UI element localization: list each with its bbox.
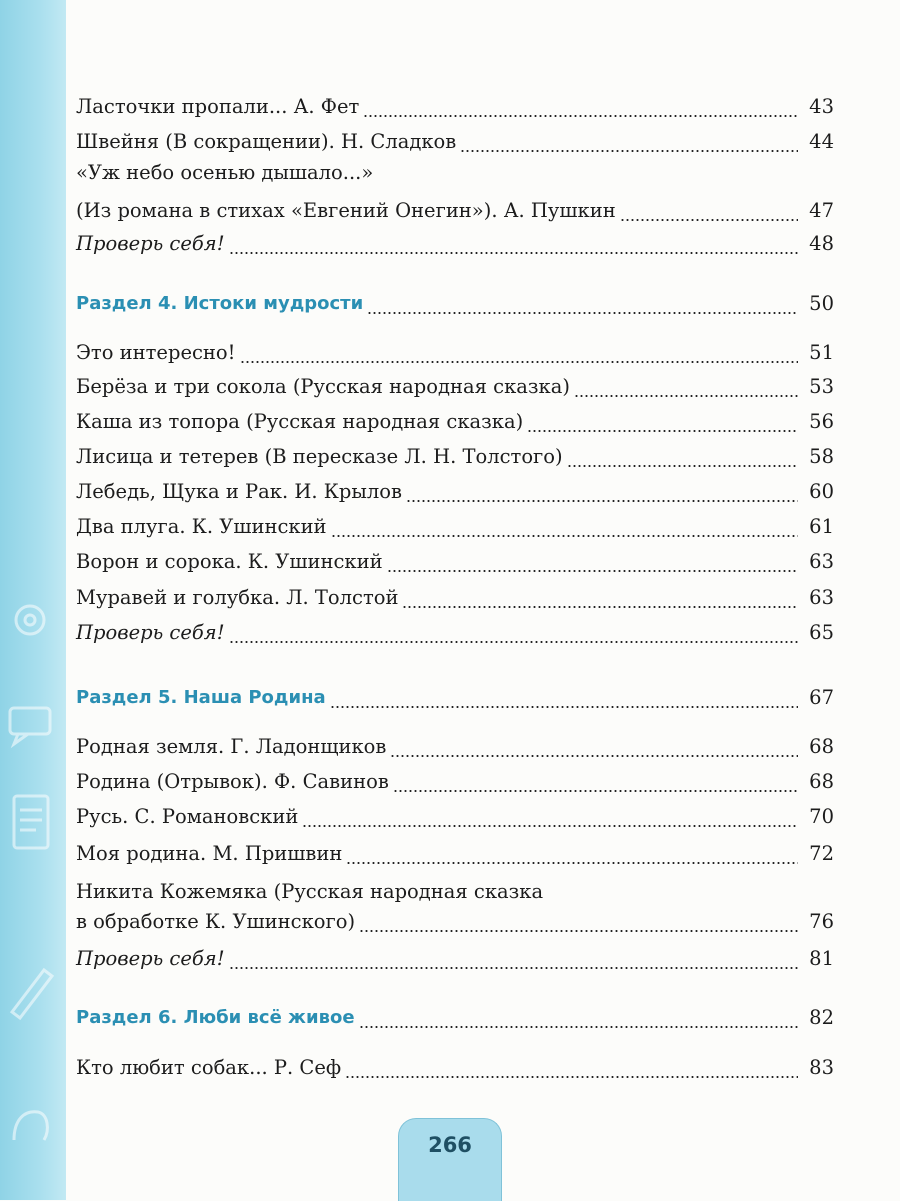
dot-leader [574, 371, 798, 403]
toc-entry-page: 48 [809, 232, 834, 255]
document-doodle-icon [4, 790, 58, 860]
toc-entry[interactable] [76, 906, 834, 938]
toc-entry-self-check[interactable] [76, 617, 834, 649]
toc-entry[interactable] [76, 731, 834, 763]
toc-entry[interactable] [76, 126, 834, 158]
toc-entry-page: 63 [809, 550, 834, 573]
dot-leader [460, 126, 798, 158]
dot-leader [240, 337, 799, 369]
toc-entry[interactable] [76, 1052, 834, 1084]
dot-leader [346, 838, 798, 870]
toc-entry-title: Проверь себя! [76, 232, 225, 255]
toc-entry-page: 76 [809, 910, 834, 933]
toc-entry-page: 60 [809, 480, 834, 503]
toc-entry-page: 44 [809, 130, 834, 153]
toc-entry-title: Два плуга. К. Ушинский [76, 515, 327, 538]
toc-entry-page: 50 [809, 292, 834, 315]
dot-leader [367, 288, 798, 320]
dot-leader [229, 943, 798, 975]
toc-entry-page: 58 [809, 445, 834, 468]
dot-leader [567, 441, 798, 473]
gear-doodle-icon [4, 590, 58, 650]
dot-leader [330, 682, 798, 714]
toc-entry-title: Лисица и тетерев (В пересказе Л. Н. Толстого) [76, 445, 563, 468]
dot-leader [229, 617, 798, 649]
dot-leader [363, 91, 798, 123]
toc-entry-page: 68 [809, 735, 834, 758]
dot-leader [359, 1002, 798, 1034]
toc-entry-title: Лебедь, Щука и Рак. И. Крылов [76, 480, 402, 503]
pencil-doodle-icon [4, 960, 58, 1020]
toc-entry-page: 70 [809, 805, 834, 828]
page-number: 266 [428, 1133, 472, 1157]
toc-entry-title: Кто любит собак... Р. Сеф [76, 1056, 342, 1079]
toc-entry[interactable] [76, 91, 834, 123]
chat-doodle-icon [4, 700, 58, 750]
toc-entry-page: 68 [809, 770, 834, 793]
toc-entry[interactable] [76, 441, 834, 473]
toc-entry-page: 81 [809, 947, 834, 970]
hand-doodle-icon [4, 1090, 58, 1150]
dot-leader [620, 195, 798, 227]
toc-entry[interactable] [76, 582, 834, 614]
side-decoration-band [0, 0, 66, 1200]
toc-entry-title: Родная земля. Г. Ладонщиков [76, 735, 387, 758]
dot-leader [406, 476, 798, 508]
toc-entry[interactable] [76, 195, 834, 227]
toc-entry-title-line1: Никита Кожемяка (Русская народная сказка [76, 880, 544, 903]
dot-leader [402, 582, 798, 614]
toc-entry-page: 83 [809, 1056, 834, 1079]
toc-entry-page: 56 [809, 410, 834, 433]
toc-entry[interactable] [76, 838, 834, 870]
toc-entry-title: Родина (Отрывок). Ф. Савинов [76, 770, 389, 793]
toc-section-heading[interactable] [76, 288, 834, 320]
dot-leader [229, 228, 798, 260]
toc-entry-page: 72 [809, 842, 834, 865]
toc-entry-title: Швейня (В сокращении). Н. Сладков [76, 130, 457, 153]
toc-entry-title: Проверь себя! [76, 621, 225, 644]
toc-entry-title: Ворон и сорока. К. Ушинский [76, 550, 383, 573]
toc-entry-title: Проверь себя! [76, 947, 225, 970]
toc-entry[interactable] [76, 801, 834, 833]
toc-entry[interactable] [76, 766, 834, 798]
toc-entry-page: 47 [809, 199, 834, 222]
toc-entry-page: 65 [809, 621, 834, 644]
toc-entry-page: 82 [809, 1006, 834, 1029]
toc-entry-title: Муравей и голубка. Л. Толстой [76, 586, 399, 609]
dot-leader [527, 406, 798, 438]
toc-entry-page: 67 [809, 686, 834, 709]
dot-leader [390, 731, 798, 763]
toc-section-heading[interactable] [76, 1002, 834, 1034]
toc-entry[interactable] [76, 371, 834, 403]
dot-leader [393, 766, 798, 798]
toc-entry[interactable] [76, 337, 834, 369]
toc-entry-page: 51 [809, 341, 834, 364]
toc-entry-title: в обработке К. Ушинского) [76, 910, 356, 933]
toc-entry-title: (Из романа в стихах «Евгений Онегин»). А. Пушкин [76, 199, 616, 222]
toc-entry-page: 43 [809, 95, 834, 118]
page-number-tab [398, 1118, 502, 1201]
toc-entry-title: Русь. С. Романовский [76, 805, 299, 828]
toc-entry-title-line1: «Уж небо осенью дышало...» [76, 161, 374, 184]
toc-entry-self-check[interactable] [76, 943, 834, 975]
section-title: Раздел 6. Люби всё живое [76, 1007, 355, 1028]
toc-entry-title: Берёза и три сокола (Русская народная сказка) [76, 375, 570, 398]
toc-entry-title: Каша из топора (Русская народная сказка) [76, 410, 524, 433]
toc-entry-title: Это интересно! [76, 341, 236, 364]
toc-entry-title: Моя родина. М. Пришвин [76, 842, 343, 865]
dot-leader [359, 906, 798, 938]
toc-entry[interactable] [76, 511, 834, 543]
dot-leader [302, 801, 798, 833]
toc-entry[interactable] [76, 406, 834, 438]
toc-entry[interactable] [76, 476, 834, 508]
toc-entry-page: 53 [809, 375, 834, 398]
dot-leader [345, 1052, 798, 1084]
section-title: Раздел 4. Истоки мудрости [76, 293, 364, 314]
dot-leader [331, 511, 798, 543]
toc-section-heading[interactable] [76, 682, 834, 714]
toc-entry[interactable] [76, 546, 834, 578]
dot-leader [387, 546, 798, 578]
toc-entry-title: Ласточки пропали... А. Фет [76, 95, 360, 118]
toc-entry-page: 61 [809, 515, 834, 538]
toc-entry-page: 63 [809, 586, 834, 609]
section-title: Раздел 5. Наша Родина [76, 687, 326, 708]
toc-entry-self-check[interactable] [76, 228, 834, 260]
